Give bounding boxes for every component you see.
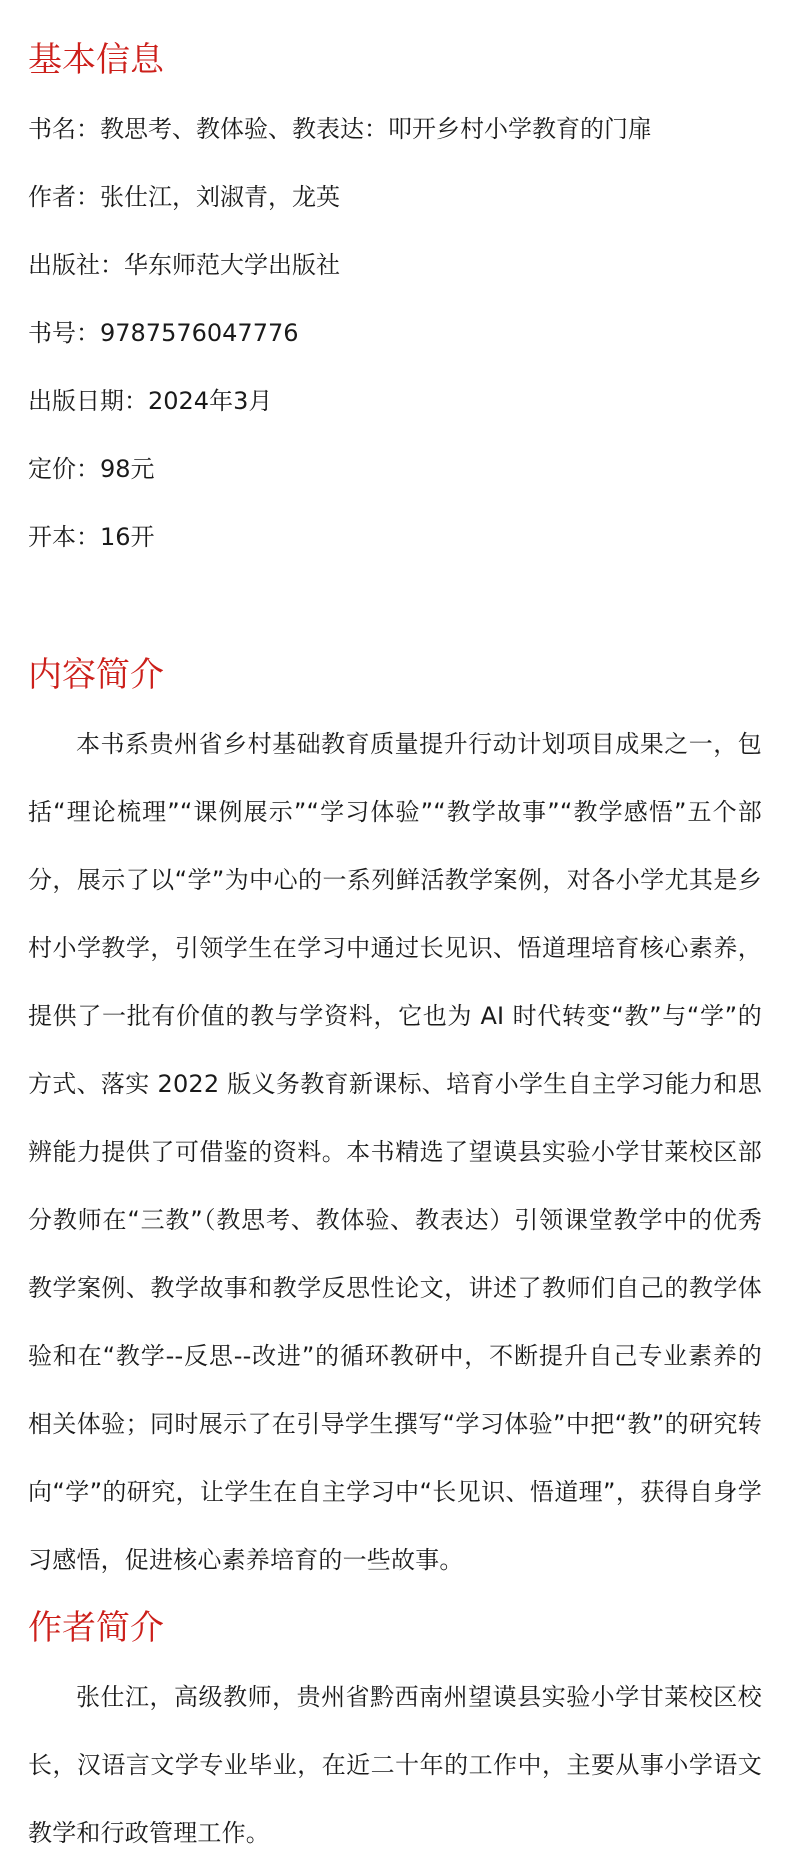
info-label: 书号： — [28, 319, 100, 347]
section-title-basic-info: 基本信息 — [28, 40, 164, 80]
info-row-publish-date — [28, 367, 762, 435]
info-label: 定价： — [28, 455, 100, 483]
info-label: 书名： — [28, 115, 100, 143]
summary-paragraph: 本书系贵州省乡村基础教育质量提升行动计划项目成果之一，包括“理论梳理”“课例展示”“学习体验”“教学故事”“教学感悟”五个部分，展示了以“学”为中心的一系列鲜活教学案例，对各小学尤其是乡村小学教学，引领学生在学习中通过长见识、悟道理培育核心素养，提供了一批有价值的教与学资料，它也为 AI 时代转变“教”与“学”的方式、落实 2022 版义务教育新课标、培育小学生自主学习能力和思辨能力提供了可借鉴的资料。本书精选了望谟县实验小学甘莱校区部分教师在“三教”（教思考、教体验、教表达）引领课堂教学中的优秀教学案例、教学故事和教学反思性论文，讲述了教师们自己的教学体验和在“教学--反思--改进”的循环教研中，不断提升自己专业素养的相关体验；同时展示了在引导学生撰写“学习体验”中把“教”的研究转向“学”的研究，让学生在自主学习中“长见识、悟道理”，获得自身学习感悟，促进核心素养培育的一些故事。 — [28, 730, 762, 1574]
author-block — [28, 1663, 762, 1867]
info-value-isbn: 9787576047776 — [100, 319, 299, 347]
summary-block — [28, 710, 762, 1594]
info-label: 出版日期： — [28, 387, 148, 415]
section-title-summary: 内容简介 — [28, 655, 164, 695]
info-row-price — [28, 435, 762, 503]
basic-info-block — [28, 95, 762, 571]
info-label: 出版社： — [28, 251, 124, 279]
info-row-publisher — [28, 231, 762, 299]
info-value-book-title: 教思考、教体验、教表达：叩开乡村小学教育的门扉 — [100, 115, 652, 143]
basic-info-list — [28, 95, 762, 571]
author-paragraph: 张仕江，高级教师，贵州省黔西南州望谟县实验小学甘莱校区校长，汉语言文学专业毕业，在近二十年的工作中，主要从事小学语文教学和行政管理工作。 — [28, 1683, 762, 1847]
info-row-isbn — [28, 299, 762, 367]
info-label: 开本： — [28, 523, 100, 551]
info-value-publish-date: 2024年3月 — [148, 387, 273, 415]
section-title-author: 作者简介 — [28, 1608, 164, 1648]
info-row-author — [28, 163, 762, 231]
info-value-price: 98元 — [100, 455, 155, 483]
info-row-format — [28, 503, 762, 571]
info-label: 作者： — [28, 183, 100, 211]
info-row-book-title — [28, 95, 762, 163]
info-value-publisher: 华东师范大学出版社 — [124, 251, 340, 279]
info-value-format: 16开 — [100, 523, 155, 551]
info-value-author: 张仕江，刘淑青，龙英 — [100, 183, 340, 211]
